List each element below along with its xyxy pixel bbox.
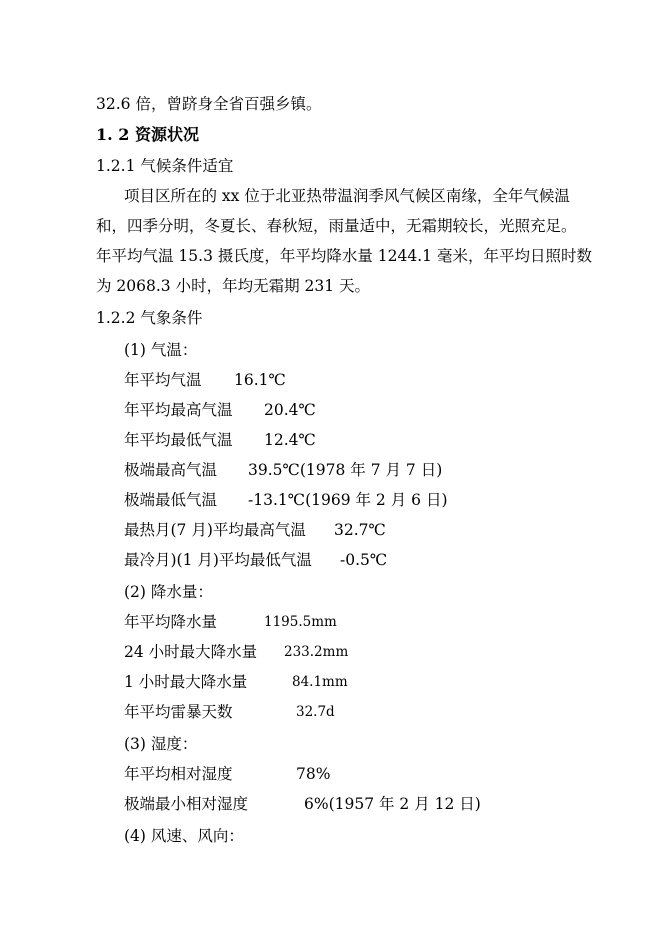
- temp-row: [124, 430, 316, 450]
- rain-value: 84.1mm: [292, 674, 348, 690]
- temp-value: -13.1℃(1969 年 2 月 6 日): [248, 491, 448, 509]
- humid-row: [124, 764, 331, 784]
- temp-row: [124, 370, 286, 390]
- temp-label: 年平均最高气温: [124, 401, 233, 419]
- temp-row: [124, 550, 388, 570]
- humid-value: 6%(1957 年 2 月 12 日): [304, 795, 481, 813]
- text-line-top: 32.6 倍，曾跻身全省百强乡镇。: [96, 95, 322, 113]
- humid-label: 极端最小相对湿度: [124, 795, 249, 813]
- temp-value: 20.4℃: [264, 401, 316, 419]
- temp-row: [124, 400, 316, 420]
- rain-label: 24 小时最大降水量: [124, 643, 258, 661]
- rain-value: 233.2mm: [284, 644, 349, 660]
- rain-row: [124, 672, 348, 692]
- temp-label: 年平均最低气温: [124, 431, 233, 449]
- temp-value: 32.7℃: [334, 521, 386, 539]
- paragraph-line-1: 项目区所在的 xx 位于北亚热带温润季风气候区南缘，全年气候温: [124, 187, 570, 205]
- temp-row: [124, 460, 443, 480]
- temp-value: -0.5℃: [340, 551, 388, 569]
- heading-meteorological-conditions: 1.2.2 气象条件: [96, 309, 203, 327]
- temp-label: 极端最低气温: [124, 491, 218, 509]
- paragraph-line-4: 为 2068.3 小时，年均无霜期 231 天。: [96, 277, 371, 295]
- temp-label: 最热月(7 月)平均最高气温: [124, 521, 306, 539]
- section-precipitation: (2) 降水量：: [124, 583, 213, 601]
- temp-row: [124, 520, 386, 540]
- rain-label: 1 小时最大降水量: [124, 673, 248, 691]
- rain-value: 1195.5mm: [264, 614, 337, 630]
- temp-label: 最冷月)(1 月)平均最低气温: [124, 551, 312, 569]
- temp-value: 16.1℃: [234, 371, 286, 389]
- rain-row: [124, 642, 349, 662]
- paragraph-line-3: 年平均气温 15.3 摄氏度，年平均降水量 1244.1 毫米，年平均日照时数: [96, 247, 592, 265]
- humid-value: 78%: [296, 765, 331, 783]
- humid-label: 年平均相对湿度: [124, 765, 233, 783]
- section-humidity: (3) 湿度：: [124, 735, 198, 753]
- heading-resource-status: 1. 2 资源状况: [96, 125, 199, 144]
- rain-row: [124, 702, 335, 722]
- paragraph-line-2: 和，四季分明，冬夏长、春秋短，雨量适中，无霜期较长，光照充足。: [96, 217, 577, 235]
- temp-row: [124, 490, 448, 510]
- rain-row: [124, 612, 337, 632]
- heading-climate-conditions: 1.2.1 气候条件适宜: [96, 157, 234, 175]
- section-wind: (4) 风速、风向：: [124, 827, 244, 845]
- temp-label: 年平均气温: [124, 371, 202, 389]
- rain-value: 32.7d: [296, 704, 335, 720]
- section-temperature: (1) 气温：: [124, 341, 198, 359]
- humid-row: [124, 794, 481, 814]
- temp-value: 12.4℃: [264, 431, 316, 449]
- temp-label: 极端最高气温: [124, 461, 218, 479]
- rain-label: 年平均降水量: [124, 613, 218, 631]
- rain-label: 年平均雷暴天数: [124, 703, 233, 721]
- temp-value: 39.5℃(1978 年 7 月 7 日): [248, 461, 443, 479]
